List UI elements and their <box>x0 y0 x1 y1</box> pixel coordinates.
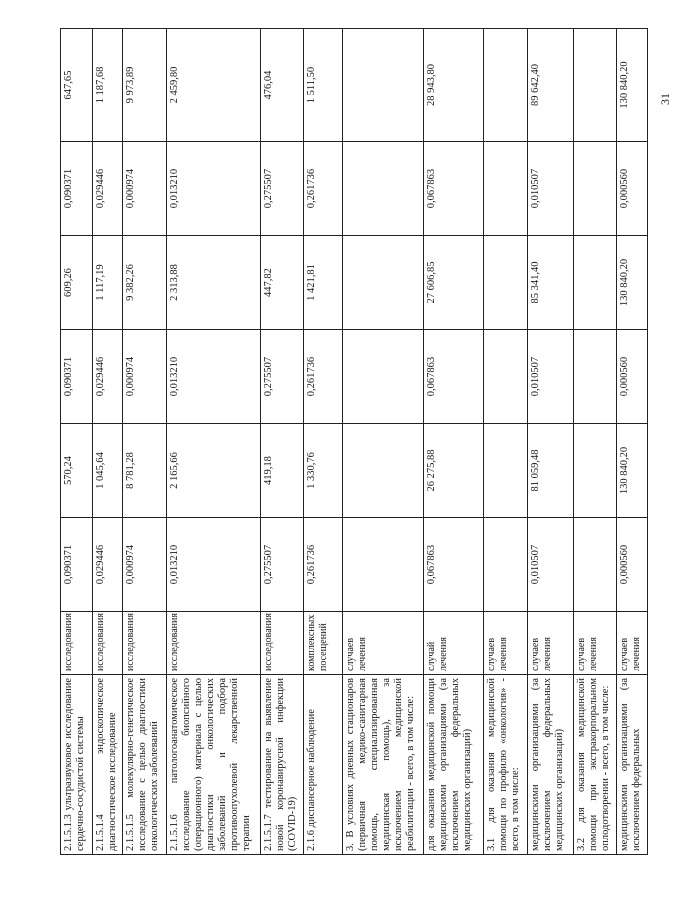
cost-2024: 570,24 <box>61 424 93 518</box>
row-unit: исследования <box>61 612 93 675</box>
cost-2025 <box>342 236 423 330</box>
cost-2025: 130 840,20 <box>617 236 648 330</box>
row-name: 2.1.5.1.5 молекулярно-генетическое исследование с целью диагностики онкологических заболеваний <box>123 675 166 855</box>
cost-2024: 81 059,48 <box>527 424 573 518</box>
norm-2024 <box>342 518 423 612</box>
row-name: 2.1.5.1.6 патологоанатомическое исследование биопсийного (операционного) материала с целью диагностики онкологических заболеваний и подбора противоопухолевой лекарственной терапии <box>166 675 260 855</box>
norm-2025: 0,067863 <box>424 330 484 424</box>
cost-2026: 476,04 <box>260 29 303 142</box>
norm-2024: 0,090371 <box>61 518 93 612</box>
row-unit: исследования <box>260 612 303 675</box>
norm-2026: 0,000560 <box>617 142 648 236</box>
cost-2026 <box>342 29 423 142</box>
table-row <box>617 29 648 855</box>
norm-2025: 0,000974 <box>123 330 166 424</box>
cost-2024: 26 275,88 <box>424 424 484 518</box>
norm-2025: 0,275507 <box>260 330 303 424</box>
norm-2026 <box>342 142 423 236</box>
table-body <box>61 29 648 855</box>
norm-2026: 0,000974 <box>123 142 166 236</box>
row-name: для оказания медицинской помощи медицинскими организациями (за исключением федеральных медицинских организаций) <box>424 675 484 855</box>
cost-2025 <box>484 236 527 330</box>
norm-2026: 0,090371 <box>61 142 93 236</box>
cost-2026 <box>574 29 617 142</box>
row-unit: комплексных посещений <box>303 612 342 675</box>
row-name: 3. В условиях дневных стационаров (первичная медико-санитарная помощь, специализированная медицинская помощь), за исключением медицинской реабилитации - всего, в том числе: <box>342 675 423 855</box>
norm-2024: 0,261736 <box>303 518 342 612</box>
table-row <box>260 29 303 855</box>
norm-2025: 0,090371 <box>61 330 93 424</box>
cost-2024: 1 330,76 <box>303 424 342 518</box>
cost-2025: 1 421,81 <box>303 236 342 330</box>
cost-2026: 9 973,89 <box>123 29 166 142</box>
row-name: 2.1.5.1.4 эндоскопическое диагностическое исследование <box>92 675 123 855</box>
cost-2025: 9 382,26 <box>123 236 166 330</box>
table-row <box>166 29 260 855</box>
table-row <box>61 29 93 855</box>
cost-2025: 85 341,40 <box>527 236 573 330</box>
row-name: 3.1 для оказания медицинской помощи по профилю «онкология» - всего, в том числе: <box>484 675 527 855</box>
row-name: 2.1.5.1.3 ультразвуковое исследование сердечно-сосудистой системы <box>61 675 93 855</box>
norm-2026: 0,010507 <box>527 142 573 236</box>
page-number: 31 <box>658 93 672 105</box>
row-name: 3.2 для оказания медицинской помощи при экстракорпоральном оплодотворении - всего, в том числе: <box>574 675 617 855</box>
cost-2026: 1 187,68 <box>92 29 123 142</box>
table-row <box>303 29 342 855</box>
norm-2024 <box>484 518 527 612</box>
cost-2024: 1 045,64 <box>92 424 123 518</box>
row-name: медицинскими организациями (за исключением федеральных <box>617 675 648 855</box>
cost-2024: 8 781,28 <box>123 424 166 518</box>
cost-2026: 647,65 <box>61 29 93 142</box>
norm-2025 <box>574 330 617 424</box>
row-unit: случаев лечения <box>617 612 648 675</box>
table-row <box>527 29 573 855</box>
norm-2026: 0,067863 <box>424 142 484 236</box>
table-row <box>123 29 166 855</box>
norm-2026: 0,013210 <box>166 142 260 236</box>
norm-2024: 0,010507 <box>527 518 573 612</box>
table-row <box>342 29 423 855</box>
row-unit: случаев лечения <box>484 612 527 675</box>
norm-2026 <box>484 142 527 236</box>
cost-2026: 89 642,40 <box>527 29 573 142</box>
norm-2025: 0,029446 <box>92 330 123 424</box>
table-row <box>484 29 527 855</box>
norm-2026 <box>574 142 617 236</box>
norm-2024: 0,067863 <box>424 518 484 612</box>
row-unit: исследования <box>166 612 260 675</box>
norm-2024: 0,275507 <box>260 518 303 612</box>
norm-2026: 0,261736 <box>303 142 342 236</box>
norm-2024 <box>574 518 617 612</box>
norm-2026: 0,275507 <box>260 142 303 236</box>
cost-2024 <box>574 424 617 518</box>
norm-2024: 0,000974 <box>123 518 166 612</box>
cost-2025: 2 313,88 <box>166 236 260 330</box>
norm-2024: 0,029446 <box>92 518 123 612</box>
norm-2025: 0,010507 <box>527 330 573 424</box>
norm-2025: 0,261736 <box>303 330 342 424</box>
cost-2026: 130 840,20 <box>617 29 648 142</box>
norm-2025: 0,000560 <box>617 330 648 424</box>
row-name: 2.1.6 диспансерное наблюдение <box>303 675 342 855</box>
cost-2026: 28 943,80 <box>424 29 484 142</box>
norm-2024: 0,000560 <box>617 518 648 612</box>
row-name: 2.1.5.1.7 тестирование на выявление новой коронавирусной инфекции (COVID-19) <box>260 675 303 855</box>
norm-2025 <box>484 330 527 424</box>
norm-2024: 0,013210 <box>166 518 260 612</box>
cost-2026: 1 511,50 <box>303 29 342 142</box>
row-name: медицинскими организациями (за исключением федеральных медицинских организаций) <box>527 675 573 855</box>
table-row <box>424 29 484 855</box>
row-unit: случаев лечения <box>527 612 573 675</box>
rotated-page <box>60 29 672 855</box>
cost-2025: 27 606,85 <box>424 236 484 330</box>
row-unit: случаев лечения <box>342 612 423 675</box>
cost-2025: 1 117,19 <box>92 236 123 330</box>
norm-2025: 0,013210 <box>166 330 260 424</box>
cost-2024 <box>342 424 423 518</box>
cost-2026 <box>484 29 527 142</box>
cost-2025: 609,26 <box>61 236 93 330</box>
norm-2026: 0,029446 <box>92 142 123 236</box>
row-unit: случаев лечения <box>574 612 617 675</box>
cost-2026: 2 459,80 <box>166 29 260 142</box>
cost-2024: 2 165,66 <box>166 424 260 518</box>
row-unit: исследования <box>92 612 123 675</box>
norms-table <box>60 28 648 855</box>
norm-2025 <box>342 330 423 424</box>
table-row <box>92 29 123 855</box>
table-row <box>574 29 617 855</box>
cost-2024 <box>484 424 527 518</box>
row-unit: случай лечения <box>424 612 484 675</box>
cost-2024: 419,18 <box>260 424 303 518</box>
cost-2024: 130 840,20 <box>617 424 648 518</box>
cost-2025 <box>574 236 617 330</box>
row-unit: исследования <box>123 612 166 675</box>
cost-2025: 447,82 <box>260 236 303 330</box>
